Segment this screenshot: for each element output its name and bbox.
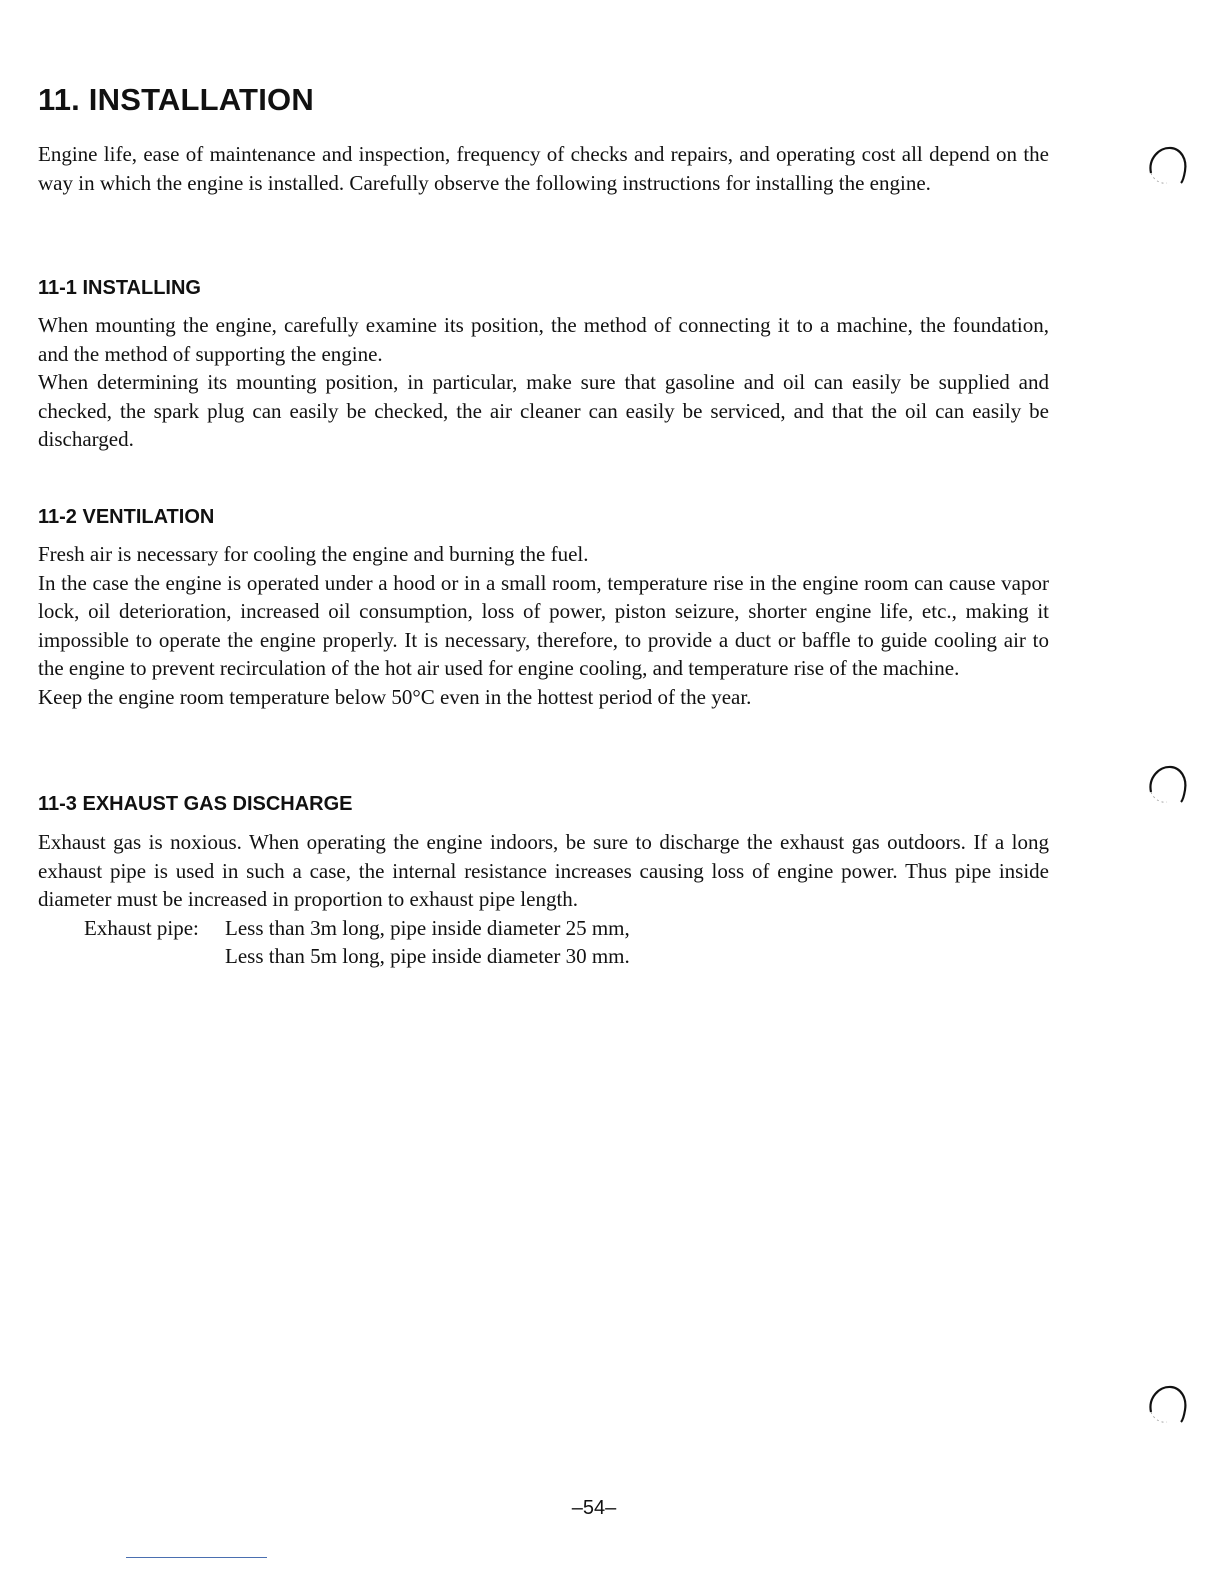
binder-hole-icon bbox=[1145, 143, 1189, 187]
intro-text: Engine life, ease of maintenance and inspection, frequency of checks and repairs, and operating cost all depend on the way in which the engine is installed. Carefully observe the following instructions for installing the engine. bbox=[38, 142, 1049, 195]
section-heading-ventilation: 11-2 VENTILATION bbox=[38, 506, 215, 528]
footer-divider bbox=[126, 1557, 267, 1558]
ventilation-paragraph-3: Keep the engine room temperature below 50°C even in the hottest period of the year. bbox=[38, 684, 752, 709]
exhaust-paragraph-1: Exhaust gas is noxious. When operating the engine indoors, be sure to discharge the exhaust gas outdoors. If a long exhaust pipe is used in such a case, the internal resistance increases causing loss of engine power. Thus pipe inside diameter must be increased in proportion to exhaust pipe length. bbox=[38, 830, 1049, 912]
page-number: –54– bbox=[571, 1497, 617, 1519]
ventilation-paragraph-1: Fresh air is necessary for cooling the engine and burning the fuel. bbox=[38, 542, 589, 566]
exhaust-spec-line-1: Less than 3m long, pipe inside diameter 25 mm, bbox=[225, 916, 630, 940]
intro-paragraph bbox=[38, 140, 1049, 197]
binder-hole-icon bbox=[1145, 762, 1189, 806]
ventilation-paragraph-2: In the case the engine is operated under a hood or in a small room, temperature rise in the engine room can cause vapor lock, oil deterioration, increased oil consumption, loss of power, piston seizure, shorter engine life, etc., making it impossible to operate the engine properly. It is necessary, therefore, to provide a duct or baffle to guide cooling air to the engine to prevent recirculation of the hot air used for engine cooling, and temperature rise of the machine. bbox=[38, 570, 1049, 681]
page-title: 11. INSTALLATION bbox=[38, 82, 314, 117]
section-heading-exhaust-gas-discharge: 11-3 EXHAUST GAS DISCHARGE bbox=[38, 793, 353, 815]
section-body-installing bbox=[38, 311, 1049, 454]
installing-paragraph-2: When determining its mounting position, in particular, make sure that gasoline and oil can easily be supplied and checked, the spark plug can easily be checked, the air cleaner can easily be serviced, and that the oil can easily be discharged. bbox=[38, 370, 1049, 452]
exhaust-spec-line-2: Less than 5m long, pipe inside diameter 30 mm. bbox=[225, 944, 630, 968]
installing-paragraph-1: When mounting the engine, carefully examine its position, the method of connecting it to a machine, the foundation, and the method of supporting the engine. bbox=[38, 313, 1049, 366]
section-body-ventilation bbox=[38, 540, 1049, 712]
exhaust-spec-label: Exhaust pipe: bbox=[84, 916, 199, 940]
section-body-exhaust-gas-discharge bbox=[38, 828, 1049, 914]
binder-hole-icon bbox=[1145, 1382, 1189, 1426]
section-heading-installing: 11-1 INSTALLING bbox=[38, 277, 201, 299]
